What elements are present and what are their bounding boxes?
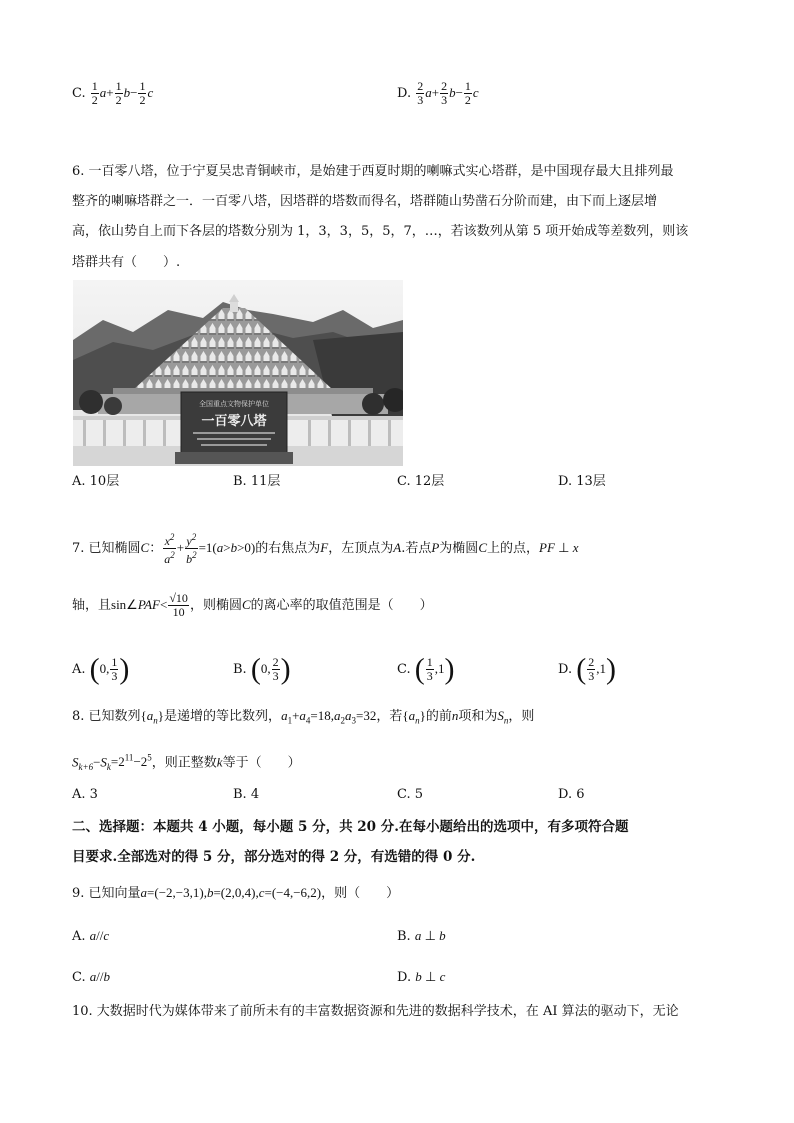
option-label: B. [397,929,411,944]
fraction: $\frac{2}{3}$ [588,655,595,683]
q6-option-b[interactable]: B. 11层 [233,474,281,489]
q7-text: 上的点， [486,541,539,556]
q8-text: ，若 [376,709,403,724]
sign-line-1: 全国重点文物保护单位 [199,400,269,408]
q8-line-2: $S_{k+6}-S_k=2^{11}-2^5$，则正整数k等于（ ） [72,753,301,772]
q7-option-a[interactable]: A. (0, $\frac{1}{3}$ ) [72,652,130,686]
q5-option-c-label: C. [72,86,86,101]
fraction: $\frac{1}{3}$ [426,655,433,683]
q5-option-d-label: D. [397,86,412,101]
q9-option-b[interactable]: B. a ⊥ b [397,928,446,944]
fraction: $\frac{2}{3}$ [417,79,424,107]
option-label: C. [72,970,86,985]
section-2-heading-line-2: 目要求.全部选对的得 5 分，部分选对的得 2 分，有选错的得 0 分. [72,849,476,865]
q7-text: 轴，且 [72,598,112,613]
q6-line-1: 6. 一百零八塔，位于宁夏吴忠青铜峡市，是始建于西夏时期的喇嘛式实心塔群，是中国现存最大且排列最 [72,164,674,179]
q7-text: .若点 [401,541,432,556]
q6-option-a[interactable]: A. 10层 [72,474,120,489]
q9-text: 9. 已知向量 [72,886,141,901]
q9-option-a[interactable]: A. a//c [72,928,110,944]
q8-text: 等于（ ） [222,755,301,771]
q7-option-c[interactable]: C. ( $\frac{1}{3}$ ,1) [397,652,455,686]
fraction: $\frac{1}{2}$ [139,79,146,107]
q7-line-2: 轴，且sin∠PAF< $\frac{√10}{10}$ ，则椭圆C的离心率的取值范围是（ ） [72,591,433,619]
option-label: A. [72,929,86,944]
fraction: $\frac{1}{3}$ [111,655,118,683]
q8-text: 是递增的等比数列， [164,709,282,724]
q6-line-3: 高，依山势自上而下各层的塔数分别为 1，3，3，5，5，7，…，若该数列从第 5 项开始成等差数列，则该 [72,224,689,239]
pagoda-photo [73,280,403,466]
q7-prefix: 7. 已知椭圆 [72,541,141,556]
option-label: D. [558,662,573,677]
fraction: $\frac{1}{2}$ [91,79,98,107]
fraction: $\frac{2}{3}$ [441,79,448,107]
section-2-heading-line-1: 二、选择题：本题共 4 小题，每小题 5 分，共 20 分.在每小题给出的选项中，有多项符合题 [72,819,629,835]
q8-text: 的前 [425,709,452,724]
q8-line-1: 8. 已知数列$\{a_n\}$是递增的等比数列，$a_1+a_4=18,a_2a_3=32$，若$\{a_n\}$的前n项和为$S_n$，则 [72,708,535,726]
q7-text: ，左顶点为 [328,541,394,556]
fraction: $\frac{y^2}{b^2}$ [186,532,197,566]
q6-option-d[interactable]: D. 13层 [558,474,606,489]
q8-option-c[interactable]: C. 5 [397,787,424,802]
q7-text: 的右焦点为 [255,541,321,556]
q8-text: 项和为 [458,709,498,724]
q9-text: ，则（ ） [321,886,400,901]
q8-option-d[interactable]: D. 6 [558,787,585,802]
q8-text: 8. 已知数列 [72,709,141,724]
q10-line-1: 10. 大数据时代为媒体带来了前所未有的丰富数据资源和先进的数据科学技术，在 AI 算法的驱动下，无论 [72,1004,679,1019]
q7-text: 的离心率的取值范围是（ ） [250,598,433,613]
fraction: $\frac{√10}{10}$ [169,591,188,619]
q7-text: ，则椭圆 [189,598,242,613]
q8-text: ，则 [508,709,535,724]
sign-line-2: 一百零八塔 [201,414,267,429]
fraction: $\frac{1}{2}$ [464,79,471,107]
q5-option-c[interactable]: C. $\frac{1}{2}$ a+ $\frac{1}{2}$ b− $\frac{1}{2}$ c [72,79,154,107]
q6-option-c[interactable]: C. 12层 [397,474,445,489]
fraction: $\frac{x^2}{a^2}$ [164,532,175,566]
fraction: $\frac{2}{3}$ [272,655,279,683]
q7-text: 为椭圆 [439,541,479,556]
q9-option-d[interactable]: D. b ⊥ c [397,969,446,985]
option-label: C. [397,662,411,677]
q8-text: ，则正整数 [151,755,217,771]
q5-option-d[interactable]: D. $\frac{2}{3}$ a+ $\frac{2}{3}$ b− $\frac{1}{2}$ c [397,79,479,107]
q7-option-b[interactable]: B. (0, $\frac{2}{3}$ ) [233,652,291,686]
option-label: B. [233,662,247,677]
q6-line-2: 整齐的喇嘛塔群之一．一百零八塔，因塔群的塔数而得名，塔群随山势凿石分阶而建，由下而上逐层增 [72,194,658,209]
q7-option-d[interactable]: D. ( $\frac{2}{3}$ ,1) [558,652,616,686]
q8-option-b[interactable]: B. 4 [233,787,260,802]
fraction: $\frac{1}{2}$ [115,79,122,107]
q9-option-c[interactable]: C. a//b [72,969,110,985]
q6-line-4: 塔群共有（ ）. [72,255,181,270]
option-label: D. [397,970,412,985]
option-label: A. [72,662,86,677]
q8-option-a[interactable]: A. 3 [72,787,98,802]
q7-line-1: 7. 已知椭圆C： $\frac{x^2}{a^2}$ + $\frac{y^2}{b^2}$ =1(a>b>0)的右焦点为F，左顶点为A.若点P为椭圆C上的点，PF ⊥ x [72,532,579,566]
q9-line-1: 9. 已知向量a=(−2,−3,1),b=(2,0,4),c=(−4,−6,2)，则（ ） [72,885,400,901]
